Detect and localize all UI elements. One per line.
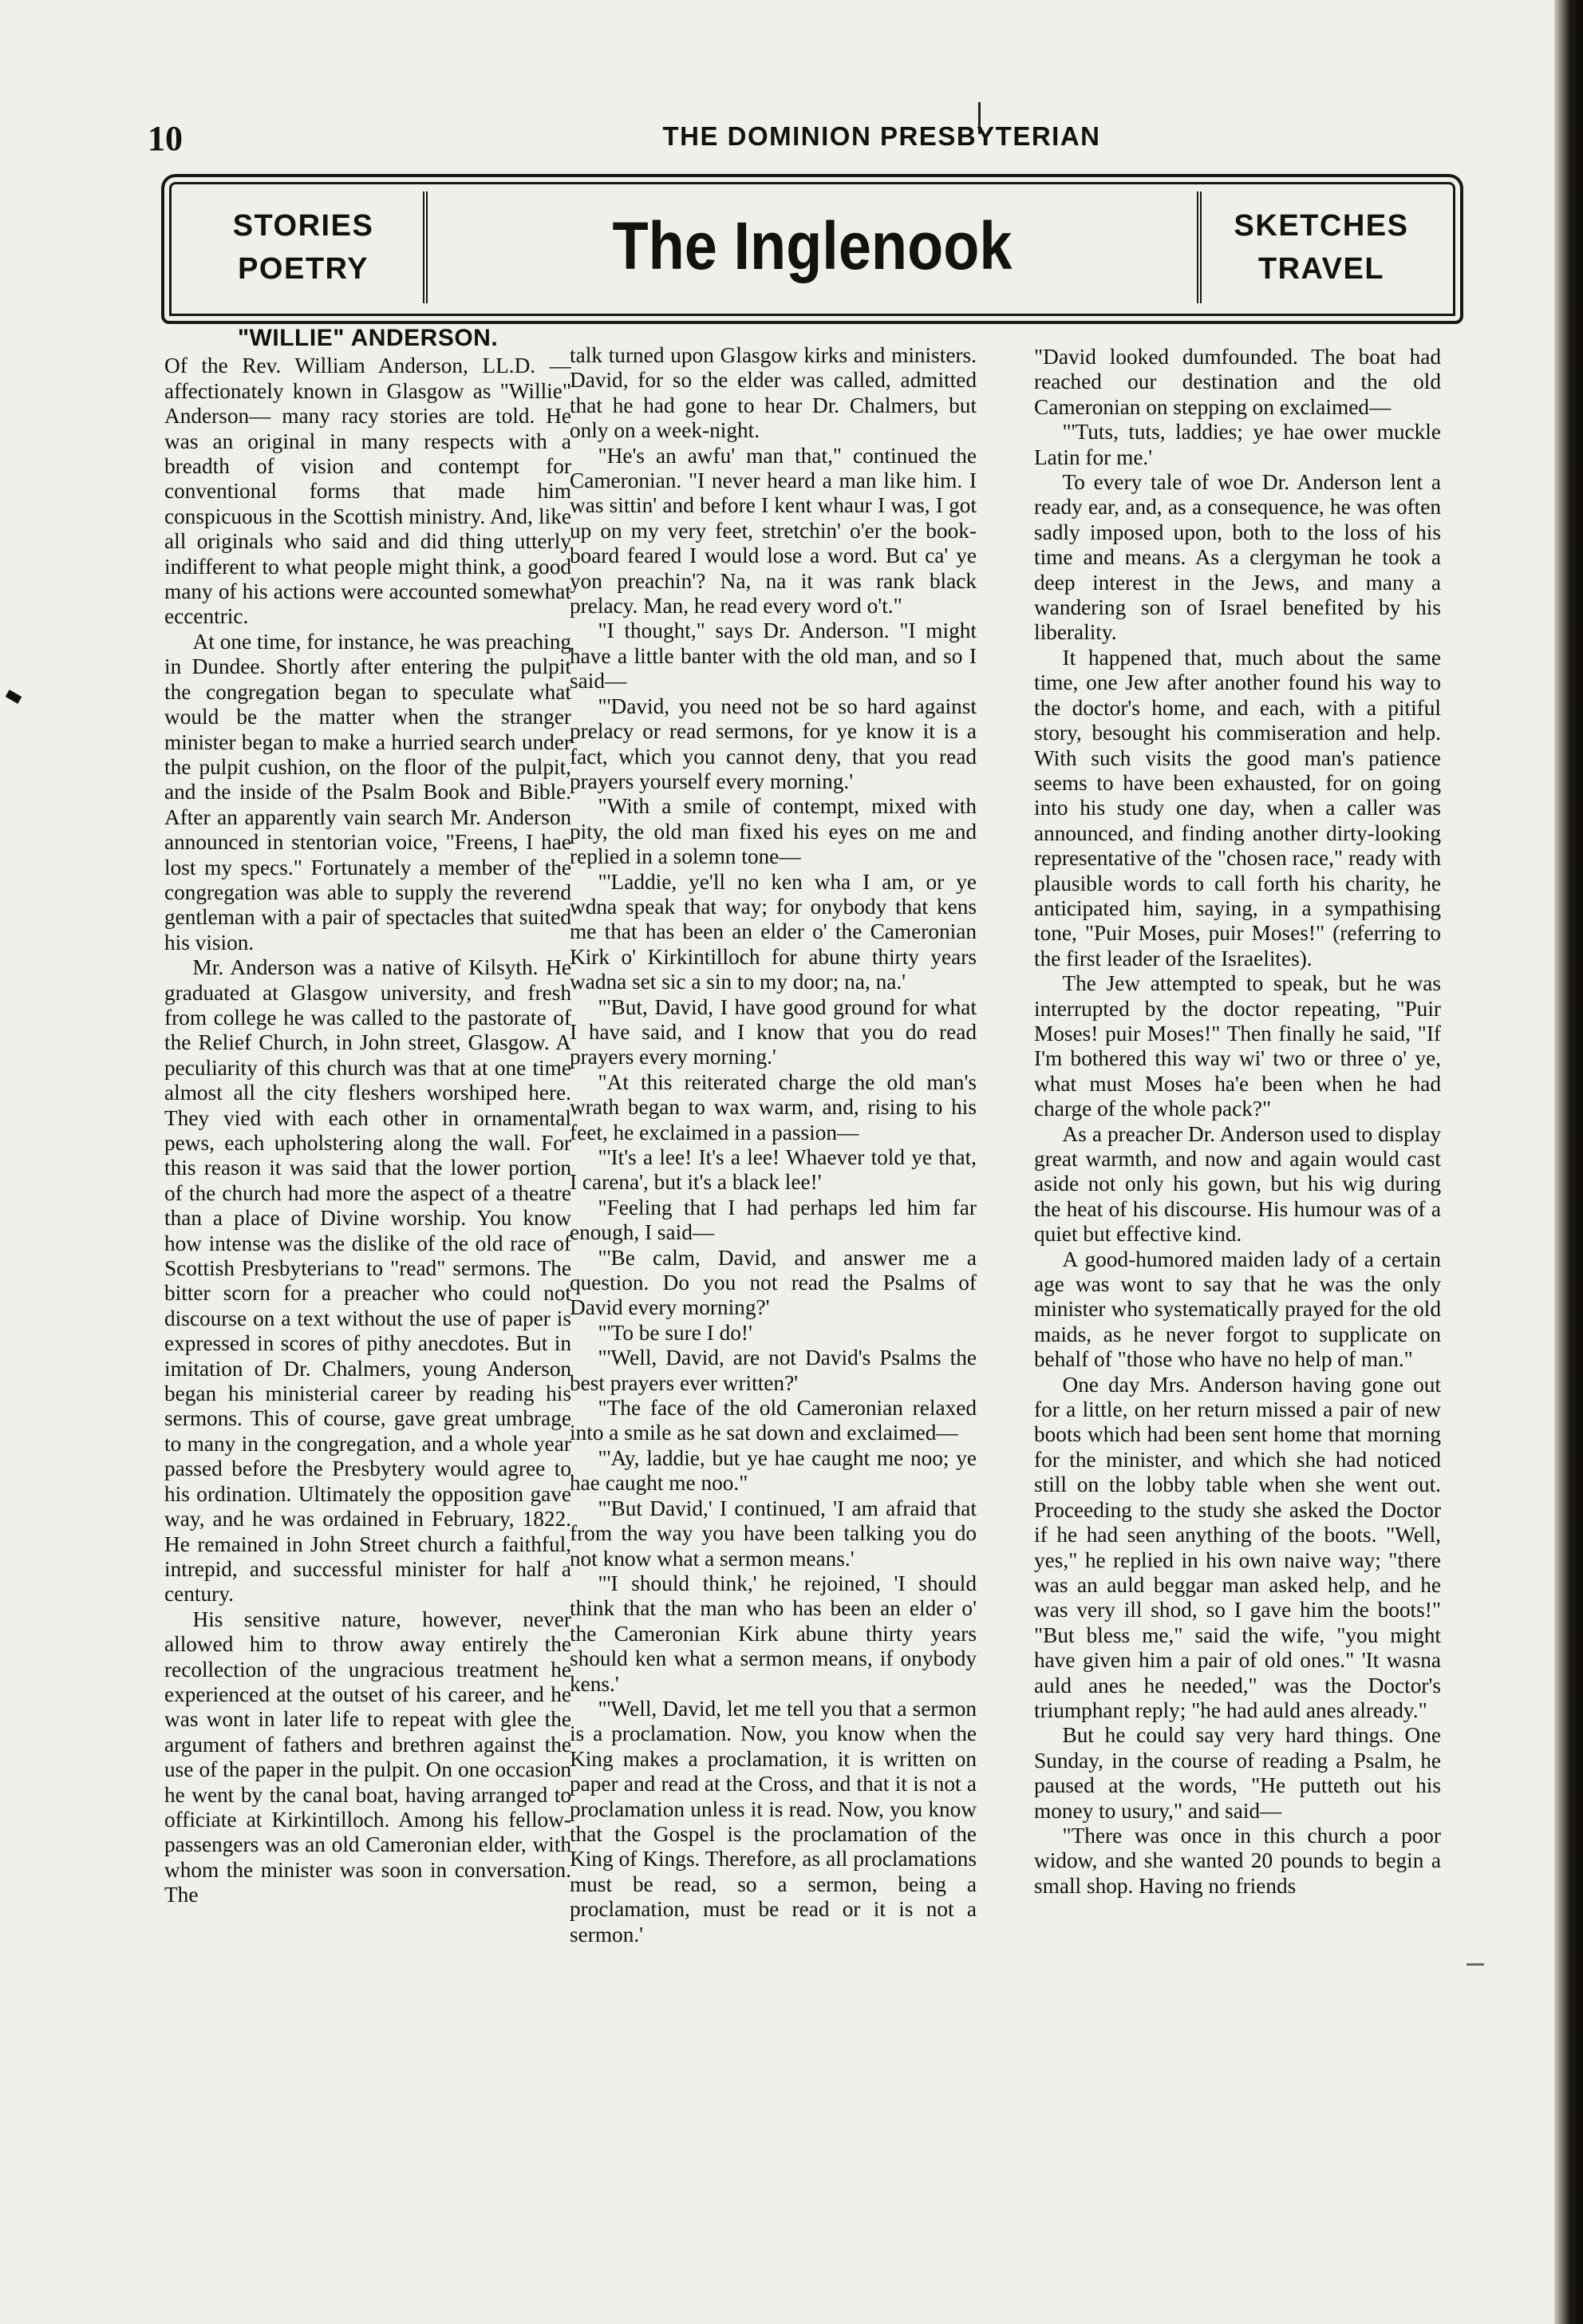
paragraph: "'Laddie, ye'll no ken wha I am, or ye wdna speak that way; for onybody that kens me that has been an elder o' the Cameronian Kirk o' Kirkintilloch for abune thirty years wadna set sic a sin to my door; na, na.' [570, 869, 977, 994]
paragraph: talk turned upon Glasgow kirks and ministers. David, for so the elder was called, admitted that he had gone to hear Dr. Chalmers, but only on a week-night. [570, 343, 977, 443]
paragraph: "The face of the old Cameronian relaxed into a smile as he sat down and exclaimed— [570, 1396, 977, 1445]
paragraph: "'To be sure I do!' [598, 1320, 752, 1345]
paragraph: "There was once in this church a poor widow, and she wanted 20 pounds to begin a small shop. Having no friends [1034, 1823, 1441, 1898]
paragraph: Of the Rev. William Anderson, LL.D. — affectionately known in Glasgow as "Willie" Anderson— many racy stories are told. He was an original in many respects with a breadth of vision and contempt for conventional forms that made him conspicuous in the Scottish ministry. And, like all originals who said and did thing utterly indifferent to what people might think, a good many of his actions were accounted somewhat eccentric. [164, 354, 571, 629]
paragraph: To every tale of woe Dr. Anderson lent a ready ear, and, as a consequence, he was often sadly imposed upon, both to the loss of his time and means. As a clergyman he took a deep interest in the Jews, and many a wandering son of Israel benefited by his liberality. [1034, 470, 1441, 645]
paragraph: "At this reiterated charge the old man's wrath began to wax warm, and, rising to his feet, he exclaimed in a passion— [570, 1069, 977, 1144]
paragraph: The Jew attempted to speak, but he was interrupted by the doctor repeating, "Puir Moses! puir Moses!" Then finally he said, "If I'm bothered this way wi' two or three o' ye, what must Moses ha'e been when he had charge of the whole pack?" [1034, 971, 1441, 1121]
section-title: The Inglenook [612, 208, 1013, 283]
paragraph: "'But, David, I have good ground for what I have said, and I know that you do read prayers every morning.' [570, 994, 977, 1069]
paragraph: "'It's a lee! It's a lee! Whaever told ye that, I carena', but it's a black lee!' [570, 1145, 977, 1195]
scan-edge-shadow [1554, 0, 1583, 2324]
paragraph: But he could say very hard things. One Sunday, in the course of reading a Psalm, he paused at the words, "He putteth out his money to usury," and said— [1034, 1723, 1441, 1823]
margin-mark [1467, 1963, 1484, 1966]
section-banner [161, 174, 1463, 324]
banner-right-label: TRAVEL [1257, 252, 1385, 286]
paragraph: As a preacher Dr. Anderson used to display great warmth, and now and again would cast aside not only his gown, but his wig during the heat of his discourse. His humour was of a quiet but effective kind. [1034, 1121, 1441, 1247]
paragraph: "'Tuts, tuts, laddies; ye hae ower muckle Latin for me.' [1034, 420, 1441, 469]
article-title: "WILLIE" ANDERSON. [237, 325, 499, 351]
page-number: 10 [148, 119, 183, 158]
paragraph: "'Well, David, let me tell you that a sermon is a proclamation. Now, you know when the King makes a proclamation, it is written on paper and read at the Cross, and that it is not a proclamation unless it is read. Now, you know that the Gospel is the proclamation of the King of Kings. Therefore, as all proclamations must be read, so a sermon, being a proclamation, must be read or it is not a sermon.' [570, 1696, 977, 1947]
banner-left-panel [184, 192, 428, 303]
banner-right-panel [1197, 192, 1441, 303]
paragraph: "David looked dumfounded. The boat had reached our destination and the old Cameronian on stepping on exclaimed— [1034, 345, 1441, 419]
paragraph: "I thought," says Dr. Anderson. "I might have a little banter with the old man, and so I said— [570, 619, 977, 694]
paragraph: One day Mrs. Anderson having gone out for a little, on her return missed a pair of new boots which had been sent home that morning for the minister, and which she had noticed still on the lobby table when she went out. Proceeding to the study she asked the Doctor if he had seen anything of the boots. "Well, yes," he replied in his own naive way; "there was an auld beggar man asked help, and he was very ill shod, so I gave him the boots!" "But bless me," said the wife, "you might have given him a pair of old ones." 'It wasna auld anes he needed," was the Doctor's triumphant reply; "he had auld anes already." [1034, 1372, 1441, 1722]
article-column-2 [570, 343, 977, 2203]
article-column-3 [1034, 345, 1441, 2204]
paragraph: "Feeling that I had perhaps led him far enough, I said— [570, 1195, 977, 1245]
paragraph: "With a smile of contempt, mixed with pity, the old man fixed his eyes on me and replied in a solemn tone— [570, 794, 977, 869]
paragraph: "'Ay, laddie, but ye hae caught me noo; ye hae caught me noo." [570, 1445, 977, 1496]
paragraph: "'But David,' I continued, 'I am afraid that from the way you have been talking you do not know what a sermon means.' [570, 1496, 977, 1571]
paragraph: Mr. Anderson was a native of Kilsyth. He graduated at Glasgow university, and fresh from college he was called to the pastorate of the Relief Church, in John street, Glasgow. A peculiarity of this church was that at one time almost all the city fleshers worshiped here. They vied with each other in ornamental pews, each upholstering along the wall. For this reason it was said that the lower portion of the church had more the aspect of a theatre than a place of Divine worship. You know how intense was the dislike of the old race of Scottish Presbyterians to "read" sermons. The bitter scorn for a preacher who could not discourse on a text without the use of paper is expressed in scores of pithy anecdotes. But in imitation of Dr. Chalmers, young Anderson began his ministerial career by reading his sermons. This of course, gave great umbrage to many in the congregation, and a whole year passed before the Presbytery would agree to his ordination. Ultimately the opposition gave way, and he was ordained in February, 1822. He remained in John Street church a faithful, intrepid, and successful minister for half a century. [164, 955, 571, 1607]
paragraph: It happened that, much about the same time, one Jew after another found his way to the doctor's home, and each, with a pitiful story, besought his commiseration and help. With such visits the good man's patience seems to have been exhausted, for on going into his study one day, when a caller was announced, and finding another dirty-looking representative of the "chosen race," ready with plausible words to call forth his charity, he anticipated him, saying, in a sympathising tone, "Puir Moses, puir Moses!" (referring to the first leader of the Israelites). [1034, 645, 1441, 970]
paragraph: At one time, for instance, he was preaching in Dundee. Shortly after entering the pulpit the congregation began to speculate what would be the matter when the stranger minister began to make a hurried search under the pulpit cushion, on the floor of the pulpit, and the inside of the Psalm Book and Bible. After an apparently vain search Mr. Anderson announced in stentorian voice, "Freens, I hae lost my specs." Fortunately a member of the congregation was able to supply the reverend gentleman with a pair of spectacles that suited his vision. [164, 629, 571, 955]
paragraph: "He's an awfu' man that," continued the Cameronian. "I never heard a man like him. I was sittin' and before I kent whaur I was, I got up on my very feet, stretchin' o'er the book-board feared I would lose a word. But ca' ye yon preachin'? Na, na it was rank black prelacy. Man, he read every word o't." [570, 443, 977, 619]
banner-right-label: SKETCHES [1234, 209, 1409, 243]
paragraph: "'I should think,' he rejoined, 'I should think that the man who has been an elder o' the Cameronian Kirk abune thirty years should ken what a sermon means, if onybody kens.' [570, 1571, 977, 1696]
paragraph: "'Be calm, David, and answer me a question. Do you not read the Psalms of David every morning?' [570, 1245, 977, 1320]
paragraph: "'Well, David, are not David's Psalms the best prayers ever written?' [570, 1346, 977, 1395]
paragraph: His sensitive nature, however, never allowed him to throw away entirely the recollection of the ungracious treatment he experienced at the outset of his career, and he was wont in later life to repeat with glee the argument of fathers and brethren against the use of the paper in the pulpit. On one occasion he went by the canal boat, having arranged to officiate at Kirkintilloch. Among his fellow-passengers was an old Cameronian elder, with whom the minister was soon in conversation. The [164, 1607, 571, 1907]
banner-left-label: POETRY [238, 252, 369, 286]
banner-left-label: STORIES [232, 209, 374, 243]
paragraph: "'David, you need not be so hard against prelacy or read sermons, for ye know it is a fact, which you cannot deny, that you read prayers yourself every morning.' [570, 694, 977, 793]
margin-mark [6, 690, 22, 704]
journal-title: THE DOMINION PRESBYTERIAN [662, 121, 1101, 151]
article-column-1 [164, 319, 571, 2179]
running-head [148, 118, 1392, 161]
paragraph: A good-humored maiden lady of a certain age was wont to say that he was the only minister who systematically prayed for the old maids, as he never forgot to supplicate on behalf of "those who have no help of man." [1034, 1247, 1441, 1372]
